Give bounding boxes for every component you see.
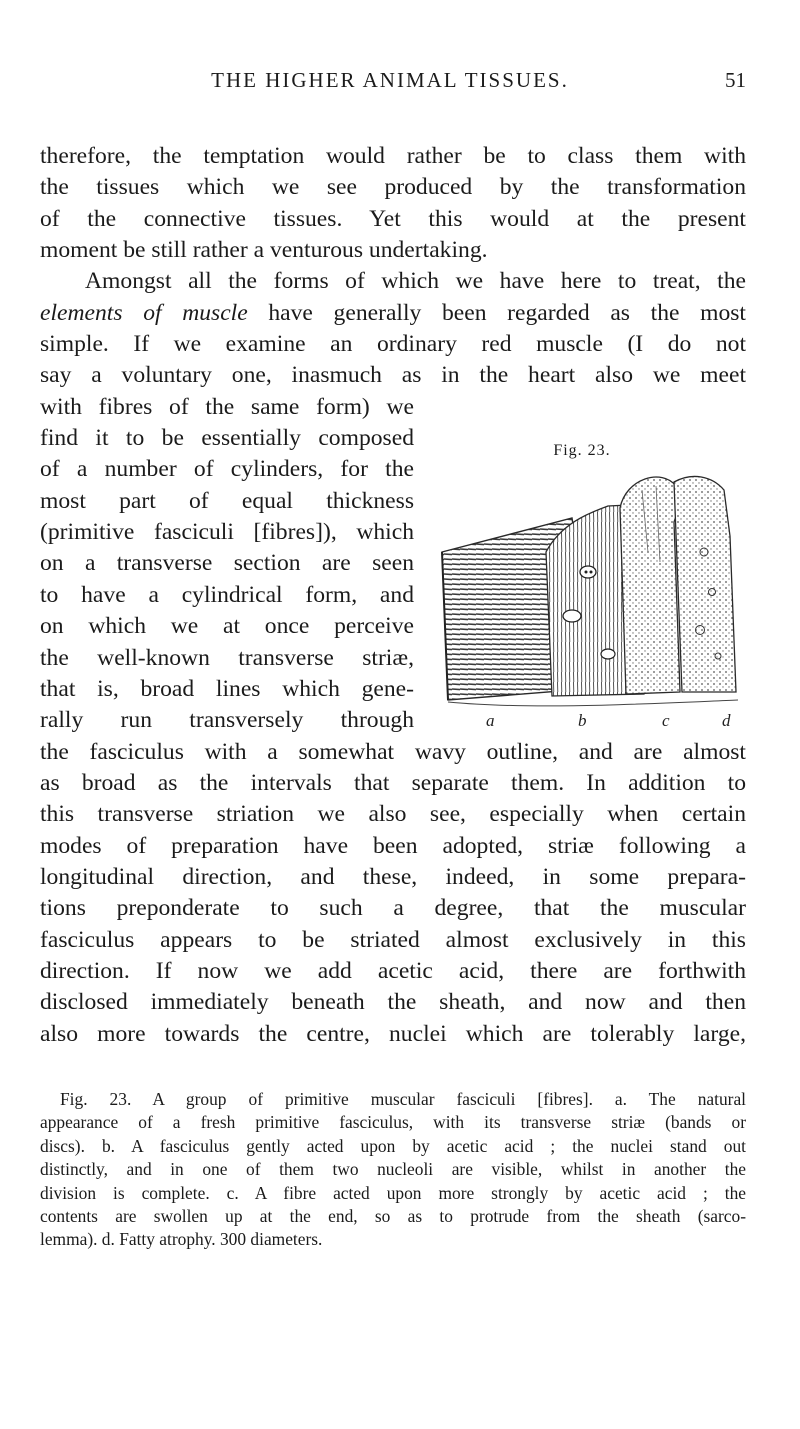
nucleus [580, 566, 596, 578]
text-line: to have a cylindrical form, and [40, 581, 414, 608]
caption-line: contents are swollen up at the end, so as to protrude from the sheath (sarco- [40, 1206, 746, 1227]
text-line: also more towards the centre, nuclei which are tolerably large, [40, 1020, 746, 1047]
muscle-fibres-illustration [412, 442, 752, 782]
caption-line: division is complete. c. A fibre acted upon more strongly by acetic acid ; the [40, 1182, 746, 1203]
caption-line: Fig. 23. A group of primitive muscular fasciculi [fibres]. a. The natural [60, 1089, 746, 1109]
fig-part-label-d: d [722, 711, 731, 730]
emphasis-term: elements of muscle [40, 299, 248, 326]
text-line: that is, broad lines which gene- [40, 675, 414, 702]
caption-line: discs). b. A fasciculus gently acted upon by acetic acid ; the nuclei stand out [40, 1135, 746, 1156]
text-line: Amongst all the forms of which we have here to treat, the [85, 268, 746, 295]
text-line: modes of preparation have been adopted, striæ following a [40, 832, 746, 859]
fig-part-label-c: c [662, 711, 670, 730]
text-line: rally run transversely through [40, 707, 414, 734]
text-line: disclosed immediately beneath the sheath, and now and then [40, 989, 746, 1016]
text-line: the tissues which we see produced by the transformation [40, 174, 746, 201]
text-line: on a transverse section are seen [40, 550, 414, 577]
text-line: this transverse striation we also see, especially when certain [40, 801, 746, 828]
figure-label: Fig. 23. [553, 442, 611, 459]
text-line: the well-known transverse striæ, [40, 644, 414, 671]
text-line: direction. If now we add acetic acid, there are forthwith [40, 957, 746, 984]
text-line: moment be still rather a venturous undertaking. [40, 237, 488, 264]
figure-caption [40, 1088, 746, 1252]
text-line: of the connective tissues. Yet this would at the present [40, 205, 746, 232]
nucleus [601, 649, 615, 659]
text-line [40, 298, 746, 329]
fibre-d [674, 476, 736, 692]
text-line: say a voluntary one, inasmuch as in the heart also we meet [40, 362, 746, 389]
caption-line: distinctly, and in one of them two nucleoli are visible, whilst in another the [40, 1159, 746, 1180]
text-line: longitudinal direction, and these, indeed, in some prepara- [40, 863, 746, 890]
text-line: fasciculus appears to be striated almost exclusively in this [40, 926, 746, 953]
running-title: THE HIGHER ANIMAL TISSUES. [211, 68, 569, 92]
text-line: on which we at once perceive [40, 613, 414, 640]
text-line: with fibres of the same form) we [40, 393, 414, 420]
nucleus [563, 610, 581, 622]
text-line: most part of equal thickness [40, 487, 414, 514]
text-line: as broad as the intervals that separate them. In addition to [40, 769, 746, 796]
page-number: 51 [725, 68, 746, 92]
text-line: tions preponderate to such a degree, that the muscular [40, 895, 746, 922]
caption-line: appearance of a fresh primitive fasciculus, with its transverse striæ (bands or [40, 1112, 746, 1133]
text-line: (primitive fasciculi [fibres]), which [40, 519, 414, 546]
text-fragment: have generally been regarded as the most [247, 299, 746, 326]
text-line: therefore, the temptation would rather be to class them with [40, 143, 746, 169]
text-line: the fasciculus with a somewhat wavy outline, and are almost [40, 738, 746, 765]
text-line: find it to be essentially composed [40, 425, 414, 452]
page-header [34, 62, 746, 92]
text-line: of a number of cylinders, for the [40, 456, 414, 483]
fig-part-label-b: b [578, 711, 587, 730]
text-line: simple. If we examine an ordinary red muscle (I do not [40, 331, 746, 358]
caption-line: lemma). d. Fatty atrophy. 300 diameters. [40, 1229, 323, 1250]
fibre-c [620, 477, 680, 694]
figure-muscle-fasciculi [412, 442, 752, 782]
fig-part-label-a: a [486, 711, 495, 730]
